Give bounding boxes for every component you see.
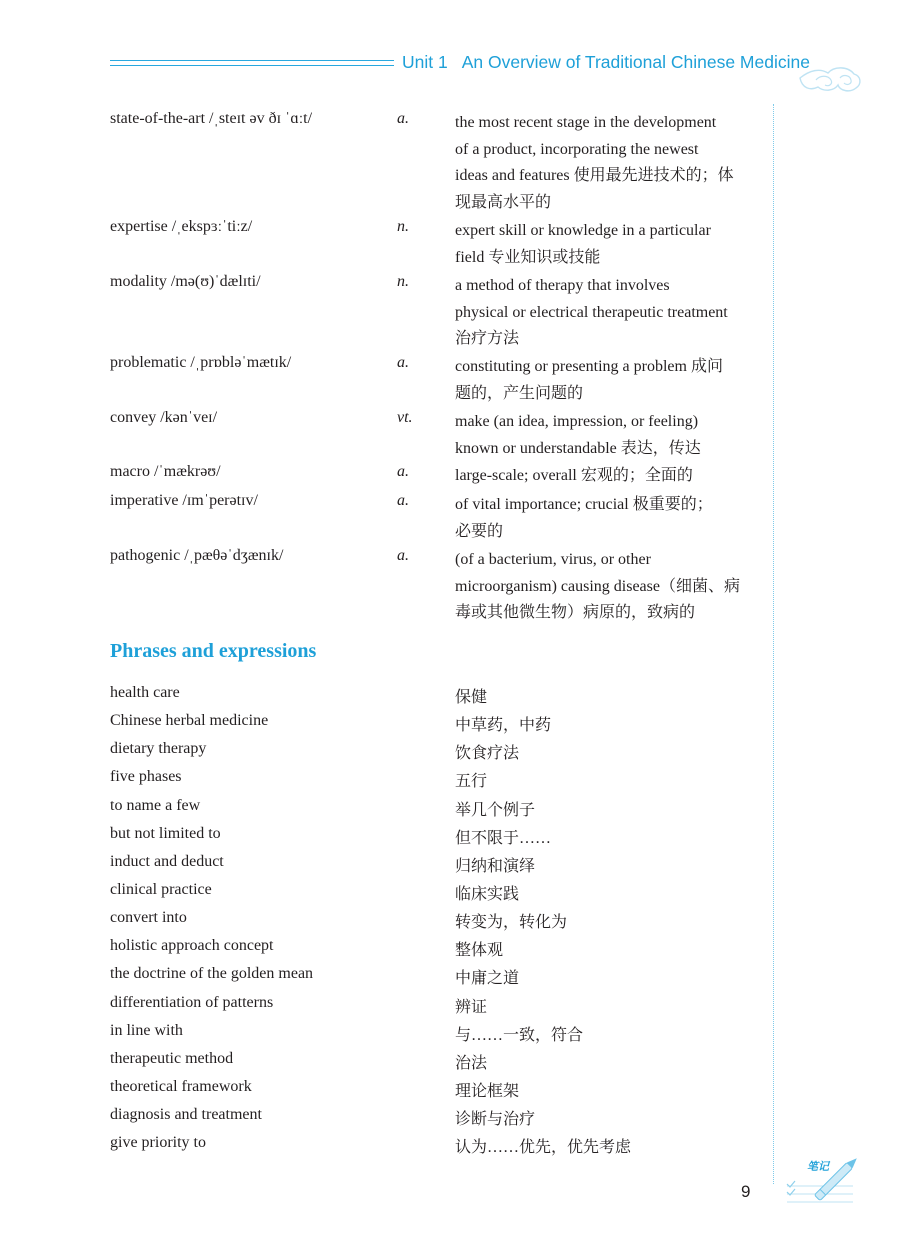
phrase-row (110, 937, 750, 965)
vocab-part-of-speech: a. (397, 463, 409, 480)
notes-label: 笔记 (807, 1161, 829, 1173)
definition-line: physical or electrical therapeutic treatment (455, 303, 728, 321)
vocab-definition (455, 547, 760, 627)
definition-line: expert skill or knowledge in a particular (455, 222, 711, 239)
phrase-row (110, 1106, 750, 1134)
definition-line: field 专业知识或技能 (455, 248, 601, 266)
vocab-term: modality /mə(ʊ)ˈdælɪti/ (110, 273, 261, 290)
phrase-english: in line with (110, 1021, 183, 1039)
vocab-definition (455, 354, 760, 407)
vocab-part-of-speech: a. (397, 354, 409, 371)
phrase-english: induct and deduct (110, 852, 224, 870)
phrase-row (110, 994, 750, 1022)
phrase-chinese: 转变为，转化为 (455, 914, 568, 932)
pen-icon (783, 1140, 873, 1210)
vocab-part-of-speech: n. (397, 218, 409, 235)
vocab-definition (455, 409, 760, 462)
phrase-english: to name a few (110, 796, 201, 814)
phrase-chinese: 保健 (455, 689, 488, 706)
cloud-ornament-icon (798, 64, 864, 103)
vocab-part-of-speech: a. (397, 547, 409, 564)
vocab-term: state-of-the-art /ˌsteɪt əv ðɪ ˈɑːt/ (110, 110, 313, 127)
definition-line: a method of therapy that involves (455, 277, 670, 294)
phrase-english: give priority to (110, 1134, 206, 1152)
phrase-row (110, 712, 750, 740)
unit-title: An Overview of Traditional Chinese Medicine (461, 52, 810, 72)
definition-line: make (an idea, impression, or feeling) (455, 413, 699, 430)
phrase-english: holistic approach concept (110, 937, 274, 955)
vocab-part-of-speech: a. (397, 110, 409, 127)
phrase-chinese: 五行 (455, 773, 488, 791)
phrase-row (110, 1134, 750, 1162)
definition-line: of a product, incorporating the newest (455, 140, 699, 158)
phrase-row (110, 853, 750, 881)
definition-line: 毒或其他微生物）病原的，致病的 (455, 604, 696, 621)
definition-line: of vital importance; crucial 极重要的； (455, 496, 713, 513)
phrase-english: diagnosis and treatment (110, 1106, 262, 1124)
phrase-english: the doctrine of the golden mean (110, 965, 314, 983)
vocab-term: expertise /ˌekspɜːˈtiːz/ (110, 218, 253, 235)
vocab-term: macro /ˈmækrəʊ/ (110, 463, 221, 480)
phrase-chinese: 临床实践 (455, 885, 520, 903)
vocab-entry (110, 218, 770, 266)
header-rule-bottom (110, 65, 394, 66)
phrase-row (110, 684, 750, 712)
phrase-row (110, 1022, 750, 1050)
phrase-english: differentiation of patterns (110, 993, 274, 1011)
notes-margin-rule (773, 104, 774, 1184)
vocab-entry (110, 273, 770, 347)
phrase-row (110, 1050, 750, 1078)
vocab-part-of-speech: a. (397, 492, 409, 509)
phrase-chinese: 认为……优先，优先考虑 (455, 1139, 632, 1157)
phrase-row (110, 825, 750, 853)
vocab-entry (110, 547, 770, 621)
phrase-list (110, 684, 750, 1162)
vocab-term: problematic /ˌprɒbləˈmætɪk/ (110, 354, 292, 371)
vocab-definition (455, 218, 760, 271)
phrase-row (110, 740, 750, 768)
vocab-definition (455, 492, 760, 545)
phrase-chinese: 中草药，中药 (455, 717, 552, 735)
phrase-chinese: 理论框架 (455, 1082, 520, 1100)
phrase-row (110, 797, 750, 825)
phrase-chinese: 与……一致，符合 (455, 1026, 584, 1044)
definition-line: 现最高水平的 (455, 193, 552, 211)
definition-line: the most recent stage in the development (455, 114, 717, 131)
phrase-chinese: 中庸之道 (455, 970, 520, 988)
definition-line: 必要的 (455, 522, 504, 540)
phrase-english: Chinese herbal medicine (110, 712, 269, 730)
vocab-term: convey /kənˈveɪ/ (110, 409, 218, 426)
phrase-chinese: 饮食疗法 (455, 745, 520, 763)
vocab-term: pathogenic /ˌpæθəˈdʒænɪk/ (110, 547, 284, 564)
definition-line: (of a bacterium, virus, or other (455, 551, 651, 568)
phrase-chinese: 诊断与治疗 (455, 1111, 536, 1129)
phrase-chinese: 整体观 (455, 942, 504, 960)
phrase-english: convert into (110, 909, 187, 927)
phrase-chinese: 辨证 (455, 998, 488, 1016)
phrase-chinese: 治法 (455, 1054, 488, 1072)
vocab-part-of-speech: n. (397, 273, 409, 290)
vocab-entry (110, 110, 770, 211)
page-number: 9 (741, 1182, 751, 1201)
phrase-english: theoretical framework (110, 1077, 252, 1095)
definition-line: large-scale; overall 宏观的；全面的 (455, 467, 693, 484)
phrase-english: five phases (110, 768, 182, 786)
vocab-entry (110, 463, 770, 484)
vocab-definition (455, 273, 760, 353)
vocab-part-of-speech: vt. (397, 409, 413, 426)
phrase-row (110, 768, 750, 796)
notes-box (783, 1140, 873, 1210)
phrase-english: dietary therapy (110, 740, 207, 758)
header-rule-top (110, 60, 394, 61)
phrase-row (110, 965, 750, 993)
definition-line: known or understandable 表达，传达 (455, 439, 701, 457)
phrase-english: therapeutic method (110, 1049, 234, 1067)
phrase-english: but not limited to (110, 824, 221, 842)
running-header (402, 52, 810, 73)
definition-line: 治疗方法 (455, 330, 520, 347)
phrase-english: clinical practice (110, 880, 212, 898)
definition-line: constituting or presenting a problem 成问 (455, 358, 723, 375)
phrase-chinese: 举几个例子 (455, 801, 536, 819)
definition-line: 题的，产生问题的 (455, 384, 584, 402)
vocab-entry (110, 409, 770, 457)
vocab-entry (110, 354, 770, 402)
phrase-chinese: 归纳和演绎 (455, 857, 536, 875)
unit-label: Unit 1 (402, 52, 448, 72)
phrase-english: health care (110, 684, 180, 701)
vocab-definition (455, 110, 760, 216)
vocab-entry (110, 492, 770, 540)
vocab-term: imperative /ɪmˈperətɪv/ (110, 492, 258, 509)
phrase-row (110, 1078, 750, 1106)
phrase-row (110, 909, 750, 937)
section-heading: Phrases and expressions (110, 640, 317, 662)
phrase-row (110, 881, 750, 909)
phrase-chinese: 但不限于…… (455, 829, 552, 847)
definition-line: ideas and features 使用最先进技术的；体 (455, 167, 734, 184)
definition-line: microorganism) causing disease（细菌、病 (455, 577, 740, 595)
vocab-definition (455, 463, 760, 490)
